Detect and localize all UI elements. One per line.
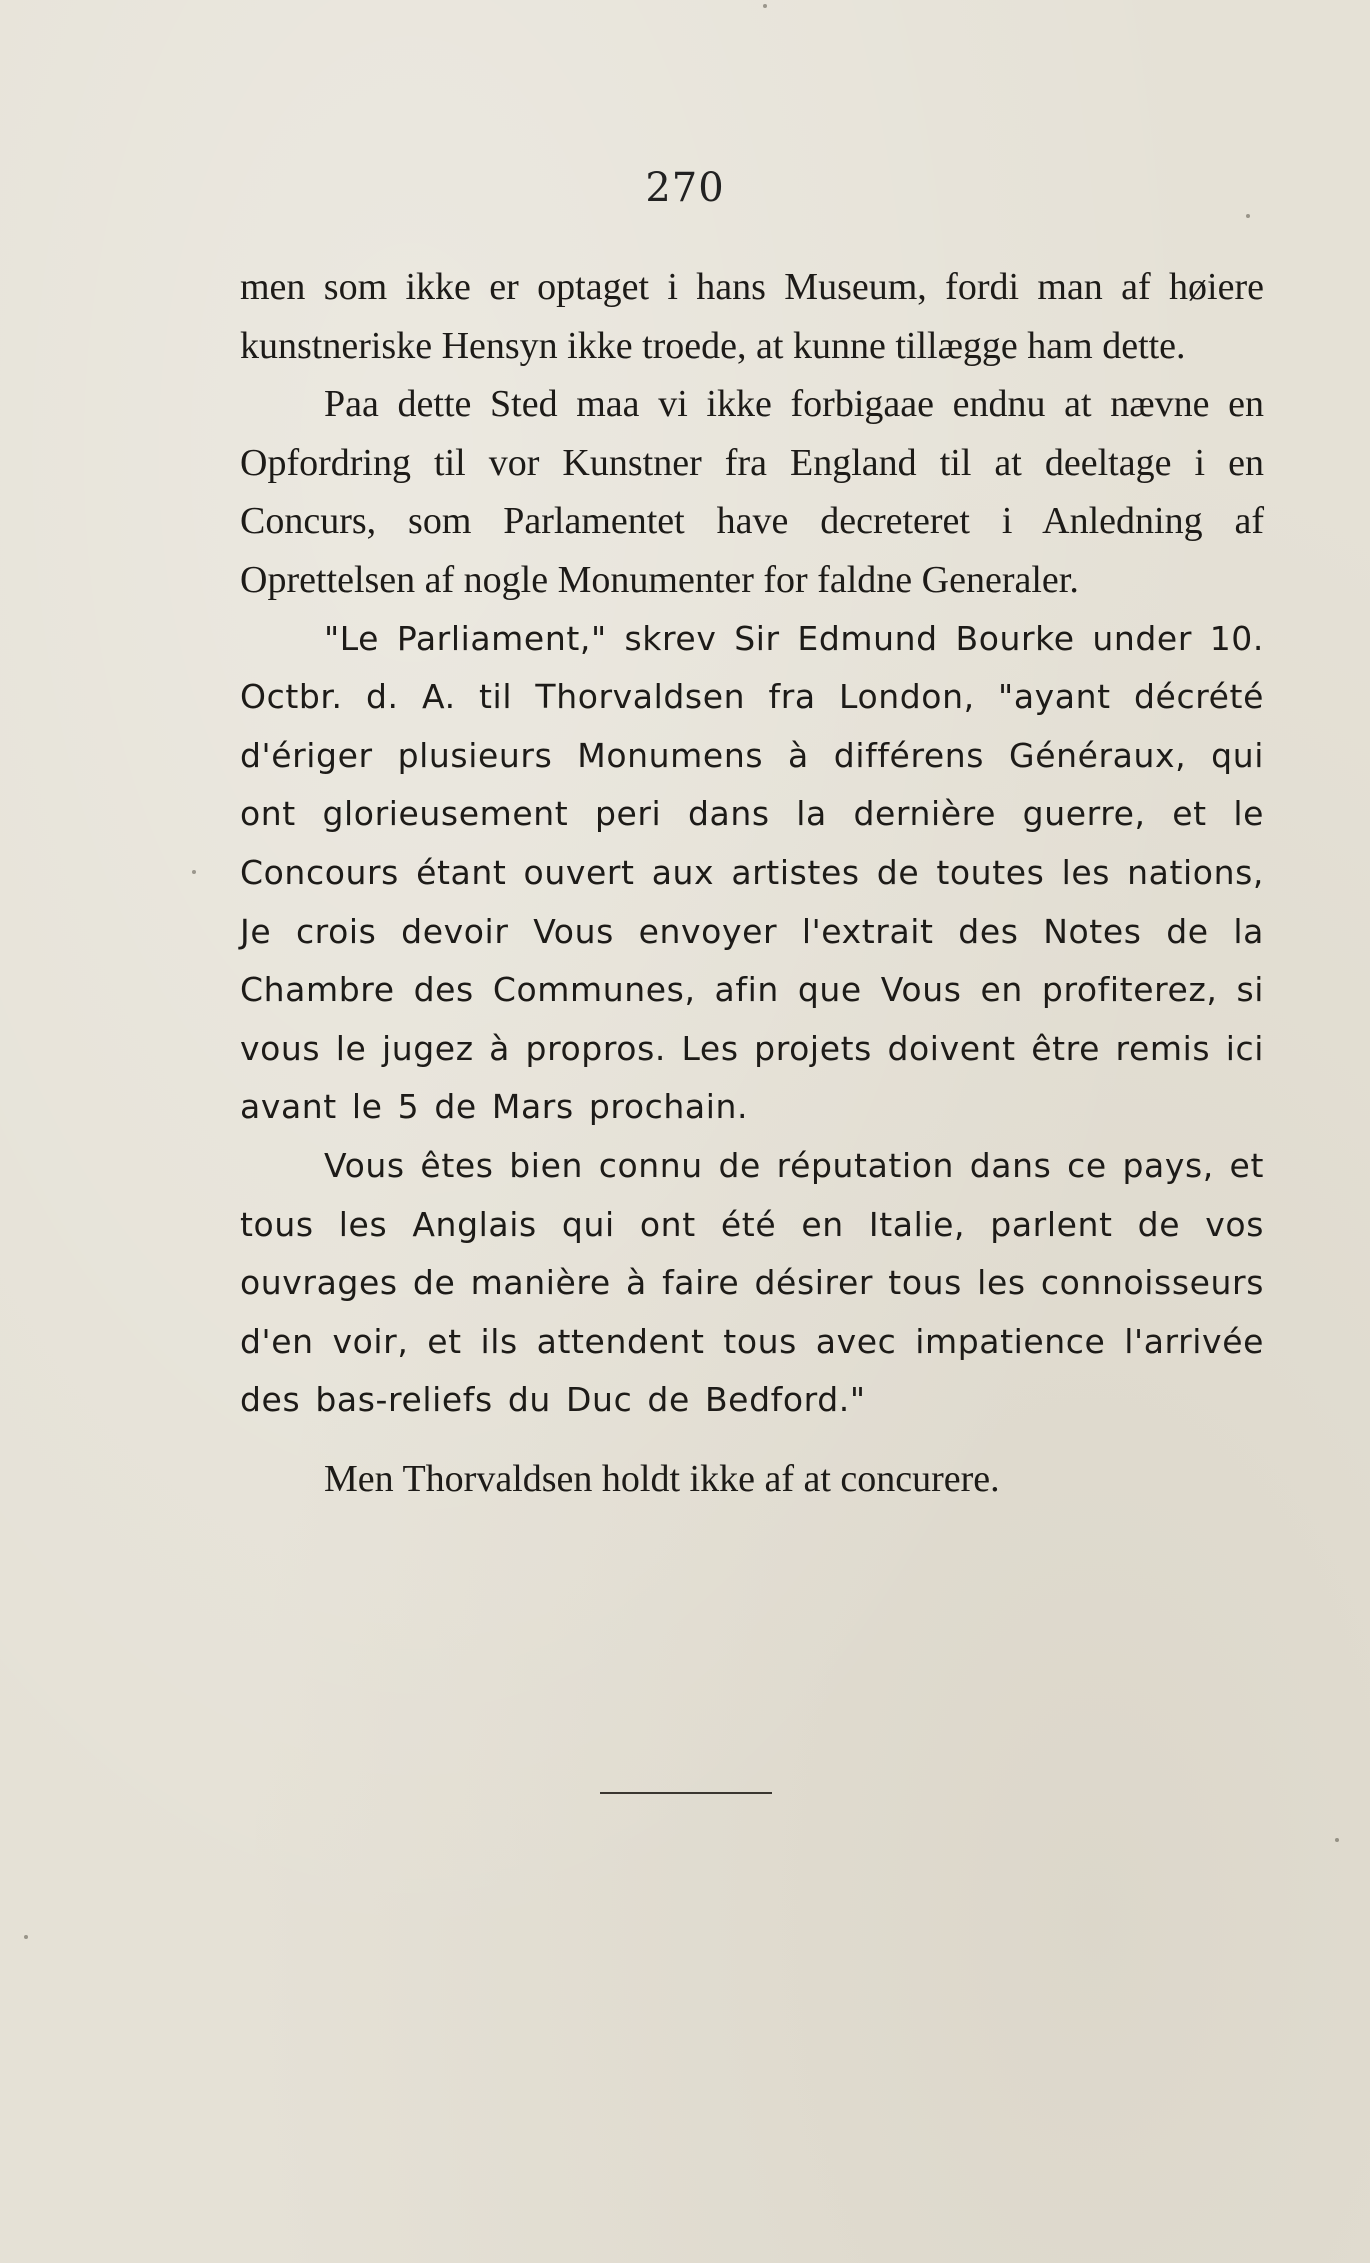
paragraph-letter-quote-continued: Vous êtes bien connu de réputation dans ce pays, et tous les Anglais qui ont été en Italie, parlent de vos ouvrages de manière à faire désirer tous les connoisseurs d'en voir, et ils attendent tous avec impatience l'arrivée des bas-reliefs du Duc de Bedford." — [240, 1145, 1264, 1420]
page-number: 270 — [645, 165, 725, 211]
paper-speck — [192, 870, 196, 874]
paper-speck — [1335, 1838, 1339, 1842]
paragraph-continuation: men som ikke er optaget i hans Museum, fordi man af høiere kunstneriske Hensyn ikke troede, at kunne tillægge ham dette. — [240, 266, 1264, 367]
section-divider-rule — [600, 1792, 772, 1794]
body-text — [240, 258, 1264, 1508]
paper-speck — [763, 4, 767, 8]
paragraph-concurs: Paa dette Sted maa vi ikke forbigaae endnu at nævne en Opfordring til vor Kunstner fra England til at deeltage i en Concurs, som Parlamentet have decreteret i Anledning af Oprettelsen af nogle Monumenter for faldne Generaler. — [240, 383, 1264, 601]
paragraph-closing: Men Thorvaldsen holdt ikke af at concurere. — [324, 1457, 1000, 1500]
paper-speck — [1246, 214, 1250, 218]
paragraph-letter-quote: "Le Parliament," skrev Sir Edmund Bourke under 10. Octbr. d. A. til Thorvaldsen fra London, "ayant décrété d'ériger plusieurs Monumens à différens Généraux, qui ont glorieusement peri dans la dernière guerre, et le Concours étant ouvert aux artistes de toutes les nations, Je crois devoir Vous envoyer l'extrait des Notes de la Chambre des Communes, afin que Vous en profiterez, si vous le jugez à propros. Les projets doivent être remis ici avant le 5 de Mars prochain. — [240, 618, 1264, 1127]
paper-speck — [24, 1935, 28, 1939]
